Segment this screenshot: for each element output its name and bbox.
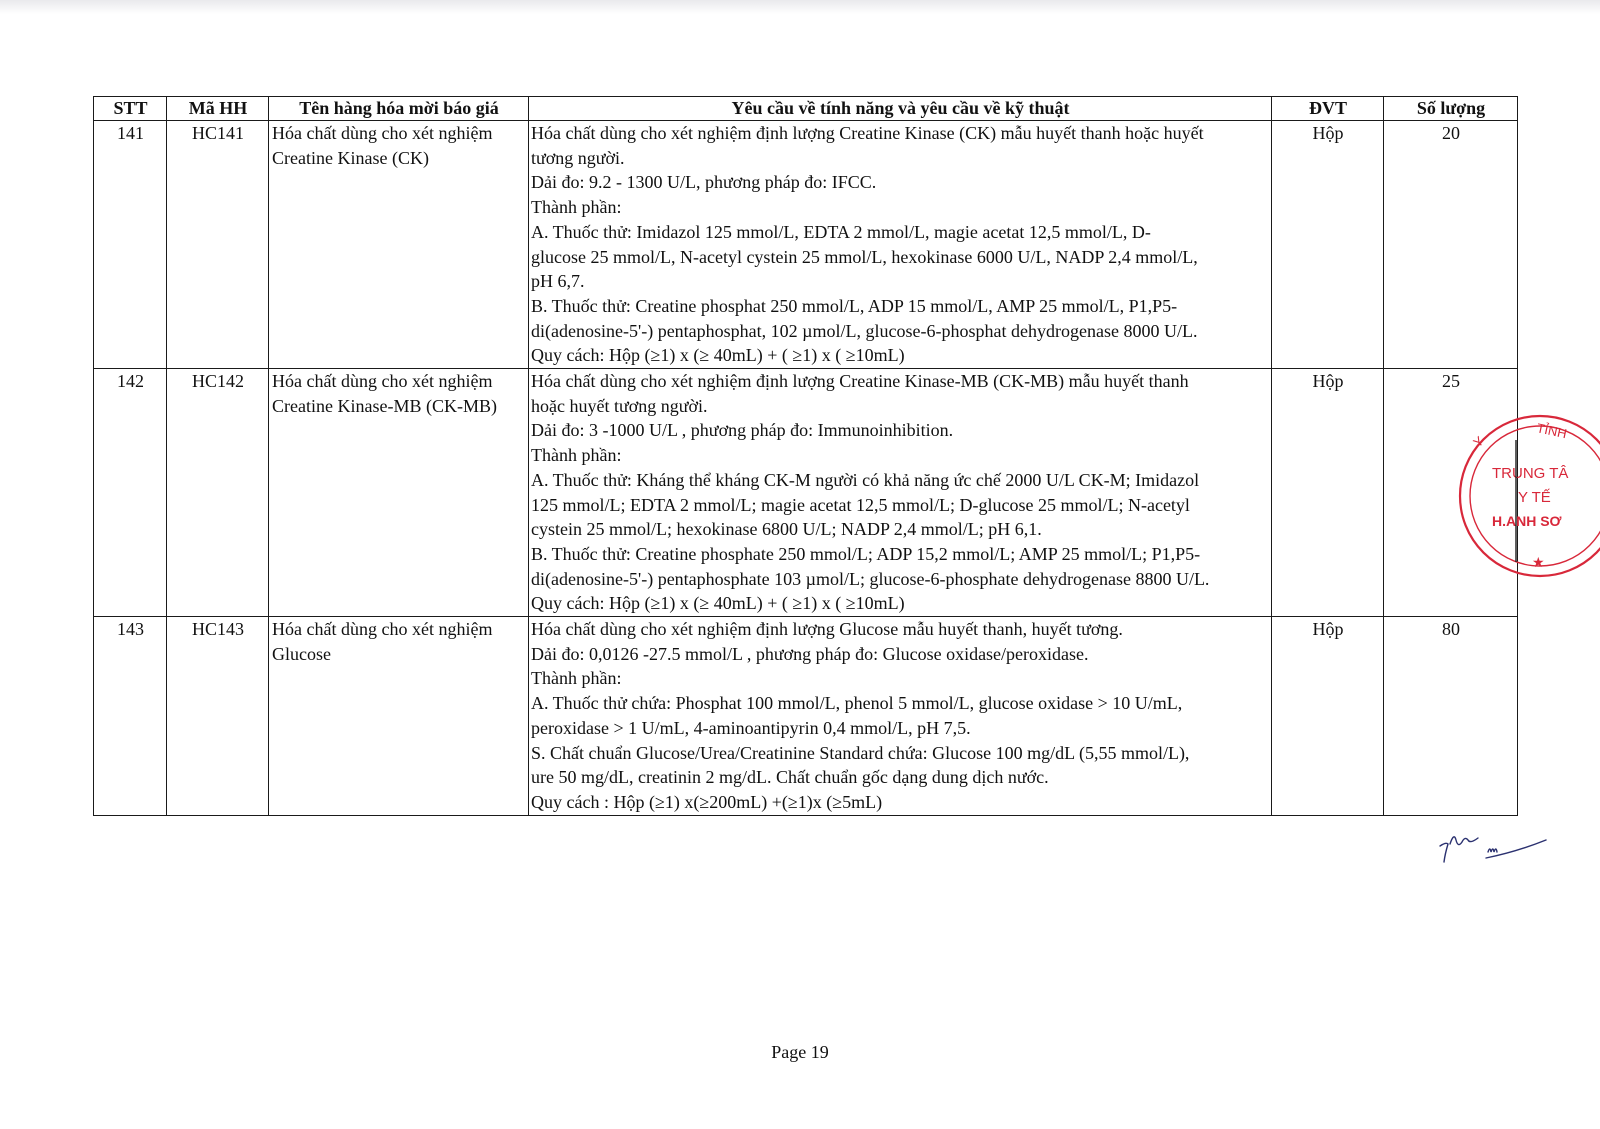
spec-line: pH 6,7.	[531, 271, 585, 292]
seal-center-line-1: TRUNG TÂ	[1492, 465, 1569, 482]
header-spec: Yêu cầu về tính năng và yêu cầu về kỹ thuật	[529, 97, 1272, 121]
name-line: Creatine Kinase-MB (CK-MB)	[272, 395, 497, 416]
page-number: Page 19	[771, 1042, 829, 1062]
spec-line: Thành phần:	[531, 445, 622, 466]
spec-line: A. Thuốc thử: Imidazol 125 mmol/L, EDTA 2 mmol/L, magie acetat 12,5 mmol/L, D-	[531, 221, 1151, 242]
cell-spec	[529, 369, 1272, 617]
cell-unit: Hộp	[1272, 369, 1384, 617]
seal-center-line-2: Y TẾ	[1518, 489, 1551, 506]
spec-line: Quy cách : Hộp (≥1) x(≥200mL) +(≥1)x (≥5mL)	[531, 791, 883, 812]
spec-line: Hóa chất dùng cho xét nghiệm định lượng Glucose mẫu huyết thanh, huyết tương.	[531, 619, 1123, 640]
cell-code: HC142	[167, 369, 269, 617]
seal-center-line-3: H.ANH SƠ	[1492, 513, 1562, 529]
cell-name	[269, 369, 529, 617]
name-line: Hóa chất dùng cho xét nghiệm	[272, 371, 493, 392]
cell-name	[269, 121, 529, 369]
spec-line: B. Thuốc thử: Creatine phosphat 250 mmol/L, ADP 15 mmol/L, AMP 25 mmol/L, P1,P5-	[531, 295, 1178, 316]
cell-spec	[529, 617, 1272, 816]
spec-line: A. Thuốc thử: Kháng thể kháng CK-M người có khả năng ức chế 2000 U/L CK-M; Imidazol	[531, 469, 1200, 490]
cell-stt: 142	[94, 369, 167, 617]
spec-line: hoặc huyết tương người.	[531, 395, 708, 416]
spec-line: S. Chất chuẩn Glucose/Urea/Creatinine Standard chứa: Glucose 100 mg/dL (5,55 mmol/L),	[531, 742, 1190, 763]
spec-line: peroxidase > 1 U/mL, 4-aminoantipyrin 0,4 mmol/L, pH 7,5.	[531, 717, 971, 738]
spec-line: Quy cách: Hộp (≥1) x (≥ 40mL) + ( ≥1) x ( ≥10mL)	[531, 345, 905, 366]
svg-text:Y: Y	[1470, 433, 1487, 451]
cell-unit: Hộp	[1272, 617, 1384, 816]
name-line: Hóa chất dùng cho xét nghiệm	[272, 619, 493, 640]
spec-line: Thành phần:	[531, 668, 622, 689]
cell-spec	[529, 121, 1272, 369]
handwritten-signature	[1430, 822, 1550, 872]
spec-line: Hóa chất dùng cho xét nghiệm định lượng Creatine Kinase (CK) mẫu huyết thanh hoặc huyết	[531, 123, 1204, 143]
spec-line: Dải đo: 3 -1000 U/L , phương pháp đo: Immunoinhibition.	[531, 420, 954, 441]
official-seal	[1448, 412, 1600, 582]
table-header-row	[94, 97, 1518, 121]
table-row	[94, 369, 1518, 617]
name-line: Creatine Kinase (CK)	[272, 147, 429, 168]
cell-name	[269, 617, 529, 816]
cell-code: HC143	[167, 617, 269, 816]
table-row	[94, 121, 1518, 369]
cell-unit: Hộp	[1272, 121, 1384, 369]
spec-line: 125 mmol/L; EDTA 2 mmol/L; magie acetat 12,5 mmol/L; D-glucose 25 mmol/L; N-acetyl	[531, 494, 1190, 515]
spec-line: Dải đo: 9.2 - 1300 U/L, phương pháp đo: IFCC.	[531, 172, 877, 193]
cell-stt: 143	[94, 617, 167, 816]
spec-line: B. Thuốc thử: Creatine phosphate 250 mmol/L; ADP 15,2 mmol/L; AMP 25 mmol/L; P1,P5-	[531, 543, 1201, 564]
specification-table	[93, 96, 1518, 816]
cell-qty: 25	[1384, 369, 1518, 617]
seal-text-top: TỈNH	[1535, 420, 1569, 442]
spec-line: di(adenosine-5'-) pentaphosphate 103 µmol/L; glucose-6-phosphate dehydrogenase 8800 U/L.	[531, 568, 1210, 589]
name-line: Glucose	[272, 643, 331, 664]
cell-code: HC141	[167, 121, 269, 369]
header-stt: STT	[94, 97, 167, 121]
scan-top-shade	[0, 0, 1600, 14]
header-name: Tên hàng hóa mời báo giá	[269, 97, 529, 121]
header-unit: ĐVT	[1272, 97, 1384, 121]
spec-line: A. Thuốc thử chứa: Phosphat 100 mmol/L, phenol 5 mmol/L, glucose oxidase > 10 U/mL,	[531, 693, 1183, 714]
cell-qty: 20	[1384, 121, 1518, 369]
spec-line: Quy cách: Hộp (≥1) x (≥ 40mL) + ( ≥1) x ( ≥10mL)	[531, 593, 905, 614]
spec-line: glucose 25 mmol/L, N-acetyl cystein 25 mmol/L, hexokinase 6000 U/L, NADP 2,4 mmol/L,	[531, 246, 1198, 267]
spec-line: di(adenosine-5'-) pentaphosphat, 102 µmol/L, glucose-6-phosphat dehydrogenase 8000 U/L.	[531, 320, 1198, 341]
spec-line: cystein 25 mmol/L; hexokinase 6800 U/L; NADP 2,4 mmol/L; pH 6,1.	[531, 519, 1042, 540]
cell-qty: 80	[1384, 617, 1518, 816]
table-row	[94, 617, 1518, 816]
header-code: Mã HH	[167, 97, 269, 121]
spec-line: ure 50 mg/dL, creatinin 2 mg/dL. Chất chuẩn gốc dạng dung dịch nước.	[531, 767, 1049, 788]
spec-line: tương người.	[531, 147, 625, 168]
spec-line: Dải đo: 0,0126 -27.5 mmol/L , phương pháp đo: Glucose oxidase/peroxidase.	[531, 643, 1089, 664]
name-line: Hóa chất dùng cho xét nghiệm	[272, 123, 493, 143]
spec-line: Thành phần:	[531, 197, 622, 218]
header-qty: Số lượng	[1384, 97, 1518, 121]
seal-star: ★	[1532, 554, 1545, 570]
spec-line: Hóa chất dùng cho xét nghiệm định lượng Creatine Kinase-MB (CK-MB) mẫu huyết thanh	[531, 371, 1189, 392]
cell-stt: 141	[94, 121, 167, 369]
